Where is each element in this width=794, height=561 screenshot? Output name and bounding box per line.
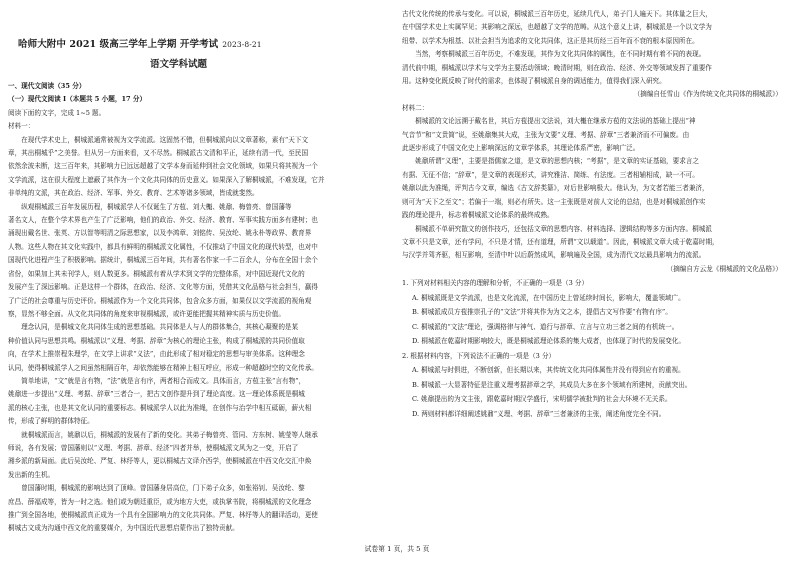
text-line: 纽带、以学术为根基、以社会担当为追求的文化共同体，这正是其历经三百年而不衰的根本原因所在。 [402,36,699,45]
text-line: 推广到全国各地，使桐城派真正成为一个具有全国影响力的文化共同体。严复、林纾等人的翻译活动，更使 [8,511,318,519]
text-line: 了广泛的社会尊重与历史评价。桐城派作为一个文化共同体，包含众多方面，如果仅以文学流派的视角观 [8,296,312,305]
material-one-source: （摘编自任雪山《作为传统文化共同体的桐城派》） [633,90,782,99]
text-line: 清代前中期，桐城派以学术与文学为主要活动领域；晚清时期，则在政治、经济、外交等领域发挥了重要作 [402,63,712,72]
material-one-continued [402,8,782,88]
text-line: 曾国藩时期，桐城派的影响达到了顶峰。曾国藩身居高位，门下弟子众多，如张裕钊、吴汝纶、黎 [8,484,305,493]
answer-option: D. 两则材料都详细阐述姚鼐“义理、考据、辞章”三者兼济的主张，阐述角度完全不同。 [412,409,666,418]
text-line: 文学流派，这在很大程度上遮蔽了其作为一个文化共同体的历史意义。如果深入了解桐城派，不难发现，它并 [8,175,325,184]
text-line: 派的核心主张，也是其文化认同的重要标志。桐城派学人以此为准绳，在创作与治学中相互砥砺，薪火相 [8,403,312,412]
text-line: 章，其出桐城乎”之美誉。但从另一方面来看，又不尽然。桐城派古文清和平正，延续有清一代，至民国 [8,149,309,158]
text-line: 简单地讲，“文”就是言有物，“法”就是言有序，两者相合而成文。具体而言，方苞主张“言有物”， [8,376,306,385]
question-1-options [402,291,782,349]
section-heading: 一、现代文阅读（35 分） [8,82,86,90]
material-one-body [8,134,392,536]
answer-option: C. 桐城派的“文法”理论，强调格律与神气、道行与辞章、立言与立功三者之间的有机统一。 [412,322,679,331]
reading-instruction: 阅读下面的文字，完成 1~5 题。 [8,108,106,117]
text-line: 察，显然不够全面。从文化共同体的角度来审视桐城派，或许更能把握其精神实质与历史价值。 [8,309,285,318]
text-line: 传，形成了鲜明的群体特征。 [8,417,94,426]
text-line: 桐城古文成为沟通中西文化的重要媒介，为中国近代思想启蒙作出了独特贡献。 [8,524,239,533]
left-column [8,80,392,536]
text-line: 则可为“天下之至文”；若偏于一端，则必有所失。这一主张既是对前人文论的总结，也是对桐城派创作实 [402,197,706,206]
subsection-heading: （一）现代文阅读 I（本题共 5 小题，17 分） [8,95,147,104]
answer-option: B. 桐城派一大显著特征是注重义理考据辞章之学，其成员大多在多个领域有所建树，贡献突出。 [412,380,692,389]
text-line: 人物。这些人物在其文化实践中，都具有鲜明的桐城派文化属性，不仅推动了中国文化的现代转型，也对中 [8,242,318,251]
question-2-options [402,363,782,421]
answer-option: A. 桐城派既是文学流派，也是文化流派，在中国历史上曾延续时间长，影响大，覆盖领域广。 [412,293,685,302]
question-2-stem: 2. 根据材料内容，下列说法不正确的一项是（3 分） [402,351,556,360]
answer-option: A. 桐城派与时俱进，不断创新，但长期以来，其传统文化共同体属性并没有得到应有的重视。 [412,366,685,375]
answer-option: D. 桐城派在乾嘉时期影响较大，既是桐城派理论体系的集大成者，也体现了时代的发展变化。 [412,337,685,346]
material-one-label: 材料一： [8,122,35,131]
text-line: 认同，使得桐城派学人之间虽然相隔百年，却依然能够在精神上相互呼应，形成一种超越时空的文化传承。 [8,363,318,372]
text-line: 姚鼐进一步提出“义理、考据、辞章”三者合一，把古文创作提升到了理论高度。这一理论体系既是桐城 [8,390,305,399]
text-line: 桐城派不单研究散文的创作技巧，还包括文章的思想内容、材料选择、逻辑结构等多方面内容。桐城派 [402,224,712,233]
text-line: 与汉学并驾齐驱，相互影响，至清中叶以后蔚然成风，影响遍及全国，成为清代文坛最具影响力的流派。 [402,251,706,260]
text-line: 理念认同，是桐城文化共同体生成的思想基础。共同体是人与人的群体集合，其核心凝聚的是某 [8,323,299,332]
text-line: 省份，如果加上其未刊学人，则人数更多。桐城派有着从学术到文学的完整体系，对中国近现代文化的 [8,269,305,278]
text-line: 庶昌、薛福成等，皆为一时之选。他们或为朝廷重臣，或为地方大吏，或执掌书院，将桐城派的文化理念 [8,497,312,506]
text-line: 姚鼐所谓“义理”，主要是指儒家之道，是文章的思想内核；“考据”，是文章的实证基础，要求言之 [402,157,700,166]
text-line: 发展产生了深远影响。正是这样一个群体，在政治、经济、文化等方面，凭借其文化品格与社会担当，赢得 [8,283,318,292]
exam-title: 哈师大附中 2021 级高三学年上学期 开学考试 [18,39,219,50]
text-line: 在现代学术史上，桐城派通常被视为文学流派。这固然不错，但桐城派向以文章著称，素有“天下文 [8,135,309,144]
text-line: 国现代化进程产生了积极影响。据统计，桐城派三百年间，共有著名作家一千二百余人，分布在全国十余个 [8,256,318,265]
text-line: 向，在学术上推崇程朱理学，在文学上讲求“义法”，由此形成了相对稳定的思想与审美体系。这种理念 [8,350,305,359]
exam-header [18,36,262,50]
text-line: 非单纯的文派，其在政治、经济、军事、外交、教育、艺术等诸多领域，皆成就斐然。 [8,189,259,198]
text-line: 古代文化传统的传承与变化。可以说，桐城派三百年历史，延续几代人，弟子门人遍天下。其体量之巨大， [402,10,712,18]
text-line: 湘乡派的新局面。此后吴汝纶、严复、林纾等人，更以桐城古文译介西学，使桐城派在中西文化交汇中焕 [8,457,312,466]
text-line: 气音节”和“文贵简”说，至姚鼐集其大成，主张为文要“义理、考据、辞章”三者兼济而不可偏废。由 [402,130,690,139]
page-footer: 试卷第 1 页，共 5 页 [364,545,430,553]
text-line: 践的理论提升，标志着桐城派文论体系的最终成熟。 [402,211,554,220]
text-line: 师说，各有发展；曾国藩则以“义理、考据、辞章、经济”四者并举，使桐城派文风为之一变，开启了 [8,443,299,452]
material-two-label: 材料二： [402,103,429,112]
text-line: 依然余波未断，这三百年来，其影响力已远远超越了文学本身而延伸到社会文化领域，如果只将其视为一个 [8,162,318,171]
material-two-source: （摘编自方云龙《桐城派的文化品格》） [666,264,782,273]
material-two-body [402,115,782,262]
text-line: 在中国学术史上实属罕见；其影响之深远，也超越了文学的范畴。从这个意义上讲，桐城派是一个以文学为 [402,23,712,32]
text-line: 有据、无征不信；“辞章”，是文章的表现形式，讲究雅洁、简练、有法度。三者相辅相成，缺一不可。 [402,170,699,179]
text-line: 当然，考察桐城派三百年历史，不难发现，其作为文化共同体的属性，在不同时期有着不同的表现。 [402,50,706,59]
text-line: 此逐步形成了中国文化史上影响深远的文章学体系，其理论体系严密，影响广泛。 [402,144,640,153]
answer-option: B. 桐城派成员方苞推崇孔子的“文法”并将其作为为文之本，提倡古文写作要“有物有序”。 [412,308,672,317]
text-line: 纵观桐城派三百年发展历程，桐城派学人不仅诞生了方苞、刘大櫆、姚鼐、梅曾亮、曾国藩等 [8,202,292,211]
text-line: 种价值认同与思想共鸣。桐城派以“义理、考据、辞章”为核心的理论主张，构成了桐城派的共同价值取 [8,336,305,345]
text-line: 著名文人，在整个学术界也产生了广泛影响，他们的政治、外交、经济、教育、军事实践方面多有建树；也 [8,216,318,225]
text-line: 姚鼐以此为准绳，评判古今文章，编选《古文辞类纂》，对后世影响极大。他认为，为文者若能三者兼济， [402,184,709,193]
question-1-stem: 1. 下列对材料相关内容的理解和分析，不正确的一项是（3 分） [402,279,589,288]
text-line: 文章不只是文章，还有学问，不只是才情，还有道理，所谓“文以载道”。因此，桐城派文章大成于乾嘉时期， [402,237,719,246]
text-line: 就桐城派而言，姚鼐以后，桐城派的发展有了新的变化。其弟子梅曾亮、管同、方东树、姚莹等人继承 [8,430,318,439]
exam-date: 2023-8-21 [222,40,262,49]
text-line: 涌现出戴名世、张英、方以智等明清之际思想家，以及李鸿章、刘铭传、吴汝纶、姚永朴等政界、教育界 [8,229,312,238]
text-line: 发出新的生机。 [8,470,55,479]
exam-subtitle: 语文学科试题 [150,59,208,70]
answer-option: C. 姚鼐提出的为文主张，跟乾嘉时期汉学盛行，宋明儒学被批判的社会大环境不无关系。 [412,395,672,404]
text-line: 桐城派的文论远溯于戴名世，其后方苞提出文法说，刘大櫆在继承方苞的文法说的基础上提出“神 [402,117,696,126]
text-line: 用。这种变化既反映了时代的需求，也体现了桐城派自身的调适能力，值得我们深入研究。 [402,77,666,86]
right-column [402,8,782,421]
